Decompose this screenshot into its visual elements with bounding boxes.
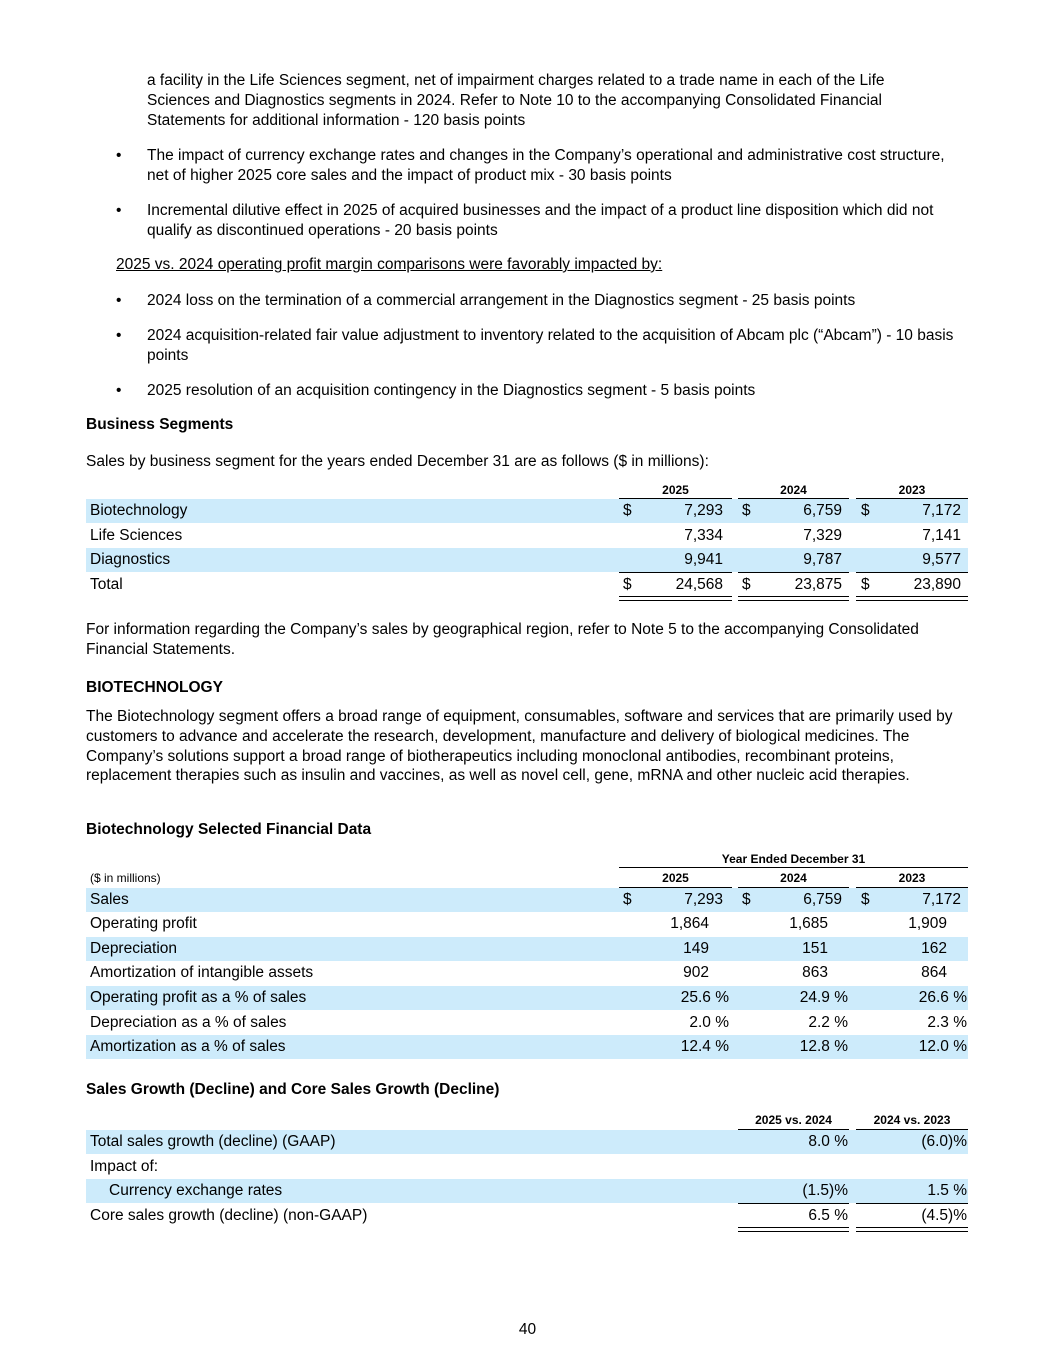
table-row — [86, 986, 968, 1010]
total-double-rule — [738, 596, 849, 601]
currency-symbol: $ — [861, 502, 870, 519]
bullet-marker: • — [116, 327, 122, 344]
cell-value: 7,293 — [684, 891, 723, 908]
table-row — [86, 524, 968, 548]
cell-value: 1,909 — [908, 915, 947, 932]
biotech-description: The Biotechnology segment offers a broad range of equipment, consumables, software and services that are primarily used by customers to advance and accelerate the research, development, manufacture and delivery of biological medicines. The Company’s solutions support a broad range of biotherapeutics including monoclonal antibodies, recombinant proteins, replacement therapies such as insulin and vaccines, as well as novel cell, gene, mRNA and other nucleic acid therapies. — [86, 708, 953, 785]
total-double-rule — [738, 1227, 849, 1232]
currency-symbol: $ — [623, 576, 632, 593]
row-label: Life Sciences — [90, 527, 183, 544]
cell-value: 12.4 % — [680, 1038, 729, 1055]
row-label: Depreciation as a % of sales — [90, 1014, 287, 1031]
currency-symbol: $ — [623, 891, 632, 908]
row-label: Impact of: — [90, 1158, 159, 1175]
column-header: 2024 — [780, 871, 807, 885]
cell-value: 23,875 — [794, 576, 842, 593]
cell-value: 25.6 % — [680, 989, 729, 1006]
cell-value: 151 — [802, 940, 828, 957]
cell-value: 863 — [802, 964, 828, 981]
row-label: Total sales growth (decline) (GAAP) — [90, 1133, 336, 1150]
currency-symbol: $ — [861, 576, 870, 593]
cell-value: 7,293 — [684, 502, 723, 519]
cell-value: 902 — [683, 964, 709, 981]
cell-value: 6.5 % — [808, 1207, 848, 1224]
cell-value: 149 — [683, 940, 709, 957]
row-label: Total — [90, 576, 123, 593]
cell-value: 6,759 — [803, 502, 842, 519]
bullet-item — [116, 146, 957, 186]
bullet-text: 2025 resolution of an acquisition contingency in the Diagnostics segment - 5 basis points — [147, 382, 756, 399]
bullet-item — [116, 201, 957, 241]
column-header: 2024 — [780, 483, 807, 497]
table-row — [86, 1130, 968, 1154]
bullet-item — [116, 381, 957, 401]
currency-symbol: $ — [742, 502, 751, 519]
cell-value: 7,172 — [922, 891, 961, 908]
cell-value: 12.0 % — [918, 1038, 967, 1055]
bullet-text: The impact of currency exchange rates and changes in the Company’s operational and administrative cost structure, net of higher 2025 core sales and the impact of product mix - 30 basis points — [147, 147, 945, 184]
cell-value: (1.5)% — [802, 1182, 848, 1199]
table-row-total — [86, 573, 968, 597]
table-row — [86, 961, 968, 985]
bullet-text: Incremental dilutive effect in 2025 of acquired businesses and the impact of a product line disposition which did not qualify as discontinued operations - 20 basis points — [147, 202, 934, 239]
segments-note: For information regarding the Company’s sales by geographical region, refer to Note 5 to the accompanying Consolidated Financial Statements. — [86, 621, 919, 658]
favorable-heading: 2025 vs. 2024 operating profit margin comparisons were favorably impacted by: — [116, 256, 663, 273]
cell-value: 7,141 — [922, 527, 961, 544]
column-header: 2025 — [662, 483, 689, 497]
table-row — [86, 1035, 968, 1059]
subsection-heading: Biotechnology Selected Financial Data — [86, 821, 372, 838]
column-header: 2023 — [898, 871, 926, 885]
section-heading: Business Segments — [86, 416, 234, 433]
cell-value: 9,787 — [803, 551, 842, 568]
cell-value: 9,577 — [922, 551, 961, 568]
row-label: Diagnostics — [90, 551, 171, 568]
section-heading: BIOTECHNOLOGY — [86, 679, 223, 696]
table-row — [86, 912, 968, 936]
total-double-rule — [619, 596, 732, 601]
table-row — [86, 1011, 968, 1035]
table-row — [86, 1155, 968, 1179]
row-label: Operating profit — [90, 915, 197, 932]
bullet-item — [116, 291, 957, 311]
row-label: Depreciation — [90, 940, 178, 957]
column-header: 2025 — [662, 871, 689, 885]
cell-value: 1,864 — [670, 915, 709, 932]
row-label: Amortization of intangible assets — [90, 964, 314, 981]
bullet-text: 2024 acquisition-related fair value adjustment to inventory related to the acquisition of Abcam plc (“Abcam”) - 10 basis points — [147, 327, 954, 364]
cell-value: 9,941 — [684, 551, 723, 568]
cell-value: 162 — [921, 940, 947, 957]
total-double-rule — [856, 1227, 968, 1232]
cell-value: 2.2 % — [808, 1014, 848, 1031]
table-row — [86, 937, 968, 961]
cell-value: 7,334 — [684, 527, 723, 544]
currency-symbol: $ — [742, 891, 751, 908]
units-label: ($ in millions) — [90, 871, 161, 885]
segments-intro: Sales by business segment for the years ended December 31 are as follows ($ in millions): — [86, 453, 709, 470]
table-row — [86, 499, 968, 523]
currency-symbol: $ — [861, 891, 870, 908]
cell-value: 864 — [921, 964, 947, 981]
bullet-item — [116, 326, 957, 366]
period-header: Year Ended December 31 — [721, 852, 866, 866]
cell-value: 26.6 % — [918, 989, 967, 1006]
total-double-rule — [856, 596, 968, 601]
bullet-text: 2024 loss on the termination of a commercial arrangement in the Diagnostics segment - 25 basis points — [147, 292, 856, 309]
table-row-total — [86, 1204, 968, 1228]
cell-value: 7,329 — [803, 527, 842, 544]
column-header: 2023 — [898, 483, 926, 497]
bullet-marker: • — [116, 147, 122, 164]
bullet-marker: • — [116, 202, 122, 219]
cell-value: 8.0 % — [808, 1133, 848, 1150]
continuation-text: a facility in the Life Sciences segment, net of impairment charges related to a trade name in each of the Life Sciences and Diagnostics segments in 2024. Refer to Note 10 to the accompanying Consolidated Financial Statements for additional information - 120 basis points — [147, 72, 885, 129]
currency-symbol: $ — [742, 576, 751, 593]
cell-value: 7,172 — [922, 502, 961, 519]
cell-value: 2.0 % — [689, 1014, 729, 1031]
row-label: Operating profit as a % of sales — [90, 989, 307, 1006]
column-header: 2024 vs. 2023 — [873, 1113, 951, 1127]
row-label: Core sales growth (decline) (non-GAAP) — [90, 1207, 368, 1224]
table-row — [86, 1179, 968, 1203]
cell-value: 2.3 % — [927, 1014, 967, 1031]
cell-value: (4.5)% — [921, 1207, 967, 1224]
subsection-heading: Sales Growth (Decline) and Core Sales Growth (Decline) — [86, 1081, 500, 1098]
cell-value: 1,685 — [789, 915, 828, 932]
bullet-marker: • — [116, 382, 122, 399]
page-number: 40 — [518, 1321, 537, 1338]
cell-value: 23,890 — [913, 576, 961, 593]
header-rule — [619, 867, 968, 868]
bullet-marker: • — [116, 292, 122, 309]
cell-value: 6,759 — [803, 891, 842, 908]
column-header: 2025 vs. 2024 — [755, 1113, 832, 1127]
table-row — [86, 548, 968, 572]
cell-value: 1.5 % — [927, 1182, 967, 1199]
row-label: Amortization as a % of sales — [90, 1038, 286, 1055]
row-label: Biotechnology — [90, 502, 188, 519]
row-label: Currency exchange rates — [109, 1182, 283, 1199]
currency-symbol: $ — [623, 502, 632, 519]
table-row — [86, 888, 968, 912]
cell-value: 24,568 — [675, 576, 723, 593]
cell-value: (6.0)% — [921, 1133, 967, 1150]
cell-value: 12.8 % — [799, 1038, 848, 1055]
row-label: Sales — [90, 891, 129, 908]
cell-value: 24.9 % — [799, 989, 848, 1006]
